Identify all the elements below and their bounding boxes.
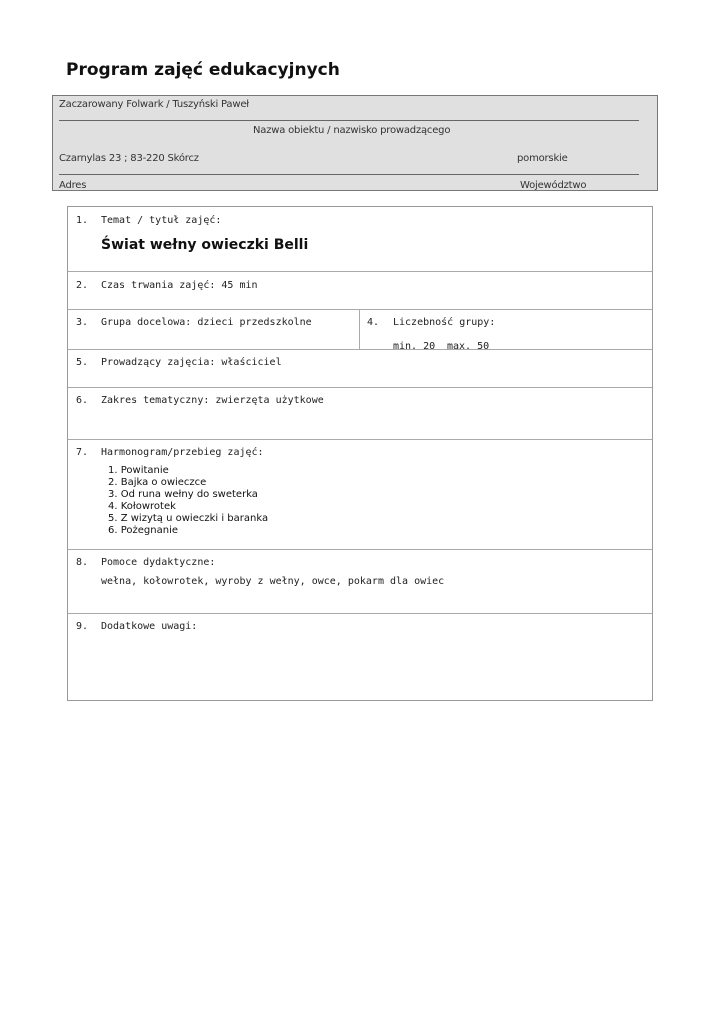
row-number: 8.	[76, 557, 89, 568]
notes-label: Dodatkowe uwagi:	[101, 621, 198, 632]
row-leader	[68, 350, 652, 388]
group-size-label: Liczebność grupy:	[393, 317, 496, 328]
row-number: 6.	[76, 395, 89, 406]
list-item: 4. Kołowrotek	[108, 501, 176, 512]
duration-value: 45 min	[221, 280, 258, 291]
object-caption: Nazwa obiektu / nazwisko prowadzącego	[253, 125, 451, 136]
scope-field	[101, 395, 324, 406]
header-box	[52, 95, 658, 191]
duration-field	[101, 280, 258, 291]
target-group-label: Grupa docelowa:	[101, 317, 192, 328]
row-aids	[68, 550, 652, 614]
group-size-min: min. 20	[393, 341, 436, 352]
list-item: 2. Bajka o owieczce	[108, 477, 207, 488]
voivodeship-caption: Województwo	[520, 180, 587, 191]
topic-label: Temat / tytuł zajęć:	[101, 215, 222, 226]
target-group-value: dzieci przedszkolne	[197, 317, 312, 328]
row-scope	[68, 388, 652, 440]
page-title: Program zajęć edukacyjnych	[66, 60, 340, 80]
row-notes	[68, 614, 652, 700]
row-schedule	[68, 440, 652, 550]
row-number: 1.	[76, 215, 89, 226]
divider	[59, 120, 639, 121]
list-item: 3. Od runa wełny do sweterka	[108, 489, 258, 500]
group-size-max: max. 50	[447, 341, 490, 352]
row-number: 3.	[76, 317, 89, 328]
voivodeship-value: pomorskie	[517, 153, 568, 164]
row-target-group	[68, 310, 652, 350]
object-name: Zaczarowany Folwark / Tuszyński Paweł	[59, 99, 249, 110]
row-number: 9.	[76, 621, 89, 632]
leader-label: Prowadzący zajęcia:	[101, 357, 216, 368]
scope-value: zwierzęta użytkowe	[215, 395, 324, 406]
row-duration	[68, 272, 652, 310]
list-item: 6. Pożegnanie	[108, 525, 178, 536]
leader-value: właściciel	[221, 357, 282, 368]
form-table	[67, 206, 653, 701]
list-item: 5. Z wizytą u owieczki i baranka	[108, 513, 269, 524]
schedule-list	[108, 465, 268, 537]
list-item: 1. Powitanie	[108, 465, 169, 476]
row-number: 4.	[367, 317, 380, 328]
target-group-field	[101, 317, 312, 328]
aids-value: wełna, kołowrotek, wyroby z wełny, owce, pokarm dla owiec	[101, 576, 445, 587]
topic-value: Świat wełny owieczki Belli	[101, 237, 309, 253]
leader-field	[101, 357, 282, 368]
scope-label: Zakres tematyczny:	[101, 395, 210, 406]
duration-label: Czas trwania zajęć:	[101, 280, 216, 291]
divider	[59, 174, 639, 175]
aids-label: Pomoce dydaktyczne:	[101, 557, 216, 568]
column-divider	[359, 310, 360, 350]
row-number: 7.	[76, 447, 89, 458]
row-number: 5.	[76, 357, 89, 368]
row-number: 2.	[76, 280, 89, 291]
address-value: Czarnylas 23 ; 83-220 Skórcz	[59, 153, 199, 164]
address-caption: Adres	[59, 180, 87, 191]
row-topic	[68, 207, 652, 272]
schedule-label: Harmonogram/przebieg zajęć:	[101, 447, 264, 458]
